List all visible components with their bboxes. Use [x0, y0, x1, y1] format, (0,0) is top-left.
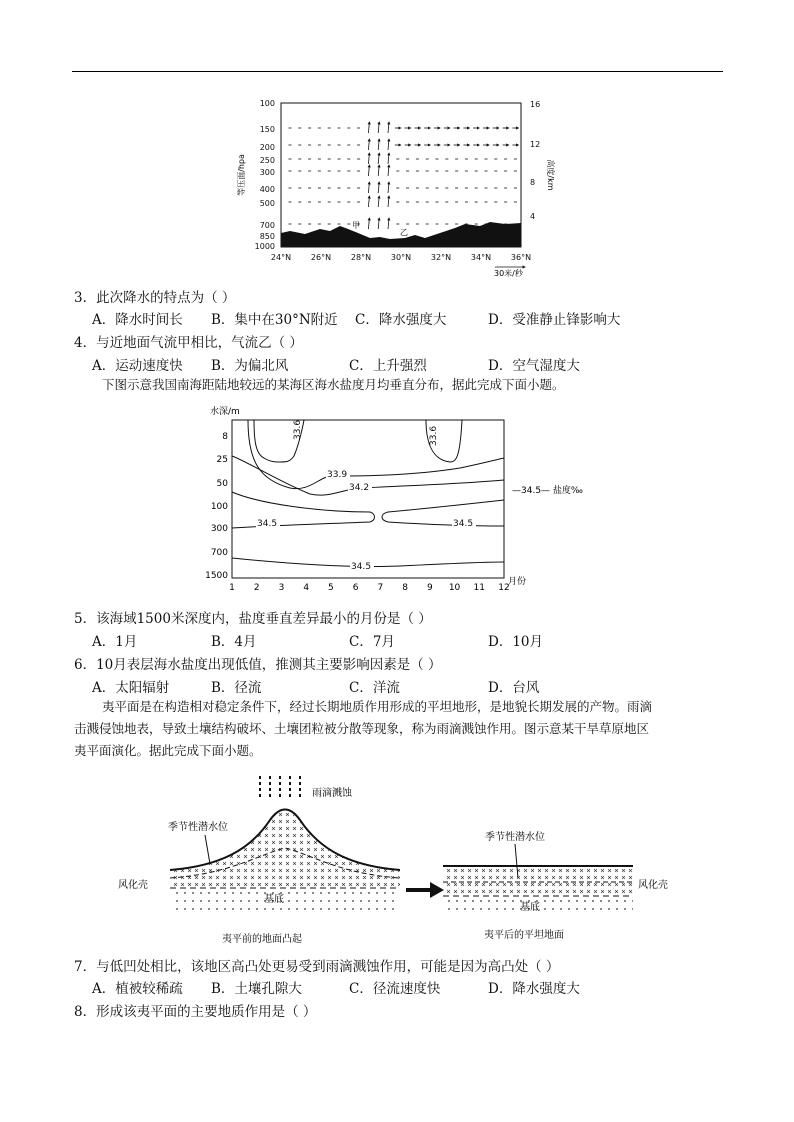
- q3-option-a[interactable]: A．降水时间长: [92, 312, 183, 328]
- wind-vector: [368, 165, 369, 176]
- pressure-tick: 1000: [254, 242, 275, 251]
- wind-vector: [378, 196, 379, 207]
- height-tick: 8: [530, 178, 536, 187]
- q7-option-a[interactable]: A．植被较稀疏: [92, 981, 183, 997]
- contour-label: 34.5: [453, 519, 474, 529]
- bedrock-left: 基底: [264, 894, 284, 905]
- wind-vector: [388, 196, 389, 207]
- water-table-right: 季节性潜水位: [485, 832, 545, 843]
- pressure-tick: 850: [259, 232, 275, 241]
- q3-option-c[interactable]: C．降水强度大: [355, 312, 447, 328]
- x-tick: 26°N: [310, 253, 332, 262]
- q7-option-c[interactable]: C．径流速度快: [349, 981, 441, 997]
- depth-tick: 300: [210, 524, 228, 534]
- x-tick: 34°N: [470, 253, 492, 262]
- rain-label: 雨滴溅蚀: [312, 788, 352, 799]
- x-tick: 30°N: [390, 253, 412, 262]
- wind-vector: [378, 153, 379, 164]
- q4-option-d[interactable]: D．空气湿度大: [488, 358, 580, 374]
- height-tick: 4: [530, 212, 536, 221]
- q4-option-c[interactable]: C．上升强烈: [349, 358, 427, 374]
- wind-vector: [378, 165, 379, 176]
- q3-option-b[interactable]: B．集中在30°N附近: [211, 312, 338, 328]
- pressure-tick: 250: [259, 156, 275, 165]
- caption-left: 夷平前的地面凸起: [222, 934, 302, 945]
- depth-tick: 100: [210, 502, 228, 512]
- intro-salinity: 下图示意我国南海距陆地较远的某海区海水盐度月均垂直分布，据此完成下面小题。: [102, 377, 565, 392]
- q5-option-a[interactable]: A．1月: [92, 634, 138, 650]
- x-tick: 32°N: [430, 253, 452, 262]
- bedrock-right: 基底: [520, 902, 540, 913]
- month-tick: 12: [498, 583, 510, 593]
- x-tick: 28°N: [350, 253, 372, 262]
- wind-vector: [388, 218, 389, 229]
- pressure-tick: 200: [259, 143, 275, 152]
- wind-vector: [368, 122, 369, 133]
- height-tick: 12: [530, 140, 541, 149]
- month-tick: 6: [352, 583, 359, 593]
- wind-vector: [378, 122, 379, 133]
- q5-option-b[interactable]: B．4月: [211, 634, 257, 650]
- wind-vector: [368, 182, 369, 193]
- wind-vector: [388, 122, 389, 133]
- q4-stem: 4．与近地面气流甲相比，气流乙（ ）: [74, 335, 303, 351]
- month-tick: 5: [328, 583, 334, 593]
- header-rule: [72, 71, 723, 72]
- x-title: 月份: [508, 577, 527, 587]
- depth-tick: 700: [210, 548, 228, 558]
- pressure-tick: 500: [259, 199, 275, 208]
- q5-option-d[interactable]: D．10月: [488, 634, 544, 650]
- q6-stem: 6．10月表层海水盐度出现低值，推测其主要影响因素是（ ）: [74, 657, 442, 673]
- pressure-tick: 150: [259, 125, 275, 134]
- month-tick: 4: [303, 583, 310, 593]
- q6-option-b[interactable]: B．径流: [211, 680, 262, 696]
- q5-stem: 5．该海域1500米深度内，盐度垂直差异最小的月份是（ ）: [74, 611, 432, 627]
- contour-label: 33.6: [293, 419, 303, 440]
- pressure-tick: 700: [259, 221, 275, 230]
- intro-planation-line3: 夷平面演化。据此完成下面小题。: [74, 743, 262, 758]
- q5-option-c[interactable]: C．7月: [349, 634, 395, 650]
- intro-planation-line1: 夷平面是在构造相对稳定条件下，经过长期地质作用形成的平坦地形，是地貌长期发展的产物。雨滴: [102, 699, 653, 714]
- contour-label: 34.2: [349, 483, 370, 493]
- month-tick: 11: [473, 583, 485, 593]
- y-left-label: 等压面/hpa: [237, 154, 246, 196]
- q8-stem: 8．形成该夷平面的主要地质作用是（ ）: [74, 1004, 317, 1020]
- x-tick: 24°N: [270, 253, 292, 262]
- contour-label: 33.6: [429, 425, 439, 446]
- depth-tick: 1500: [205, 571, 228, 581]
- pressure-tick: 100: [259, 99, 275, 108]
- q7-stem: 7．与低凹处相比，该地区高凸处更易受到雨滴溅蚀作用，可能是因为高凸处（ ）: [74, 959, 560, 975]
- wind-vector: [378, 139, 379, 150]
- legend: —34.5— 盐度‰: [512, 486, 583, 496]
- q7-option-d[interactable]: D．降水强度大: [488, 981, 580, 997]
- weathered-left: 风化壳: [118, 880, 148, 891]
- water-table-left: 季节性潜水位: [168, 822, 228, 833]
- salinity-figure: [200, 402, 583, 593]
- wind-vector: [378, 182, 379, 193]
- wind-vector: [388, 165, 389, 176]
- label-jia: 甲: [352, 221, 360, 230]
- wind-vector: [368, 139, 369, 150]
- wind-vector: [368, 218, 369, 229]
- scale-label: 30米/秒: [494, 269, 523, 278]
- month-tick: 1: [229, 583, 235, 593]
- contour-label: 33.9: [327, 470, 348, 480]
- q3-option-d[interactable]: D．受准静止锋影响大: [488, 312, 621, 328]
- wind-vector: [388, 153, 389, 164]
- wind-vector: [388, 182, 389, 193]
- y-right-label: 高度/km: [546, 159, 555, 191]
- wind-vector-figure: [230, 95, 560, 280]
- month-tick: 8: [402, 583, 408, 593]
- depth-tick: 25: [216, 455, 228, 465]
- wind-vector: [368, 153, 369, 164]
- caption-right: 夷平后的平坦地面: [484, 930, 564, 941]
- contour-label: 34.5: [257, 519, 278, 529]
- q6-option-a[interactable]: A．太阳辐射: [92, 680, 170, 696]
- month-tick: 3: [278, 583, 285, 593]
- q4-option-b[interactable]: B．为偏北风: [211, 358, 289, 374]
- contour-label: 34.5: [351, 562, 372, 572]
- y-title: 水深/m: [210, 407, 240, 417]
- depth-tick: 8: [222, 432, 228, 442]
- q7-option-b[interactable]: B．土壤孔隙大: [211, 981, 302, 997]
- wind-vector: [388, 139, 389, 150]
- height-tick: 16: [530, 100, 541, 109]
- q6-option-d[interactable]: D．台风: [488, 680, 540, 696]
- wind-vector: [378, 218, 379, 229]
- pressure-tick: 300: [259, 168, 275, 177]
- wind-vector: [368, 196, 369, 207]
- month-tick: 9: [426, 583, 433, 593]
- depth-tick: 50: [216, 479, 228, 489]
- month-tick: 10: [448, 583, 461, 593]
- month-tick: 2: [253, 583, 260, 593]
- planation-figure: [110, 770, 700, 950]
- q3-stem: 3．此次降水的特点为（ ）: [74, 290, 236, 306]
- label-yi: 乙: [400, 228, 408, 237]
- x-tick: 36°N: [510, 253, 532, 262]
- pressure-tick: 400: [259, 185, 275, 194]
- weathered-right: 风化壳: [638, 880, 668, 891]
- intro-planation-line2: 击溅侵蚀地表，导致土壤结构破坏、土壤团粒被分散等现象，称为雨滴溅蚀作用。图示意某干旱草原地区: [74, 721, 650, 736]
- q4-option-a[interactable]: A．运动速度快: [92, 358, 183, 374]
- q6-option-c[interactable]: C．洋流: [349, 680, 400, 696]
- month-tick: 7: [377, 583, 384, 593]
